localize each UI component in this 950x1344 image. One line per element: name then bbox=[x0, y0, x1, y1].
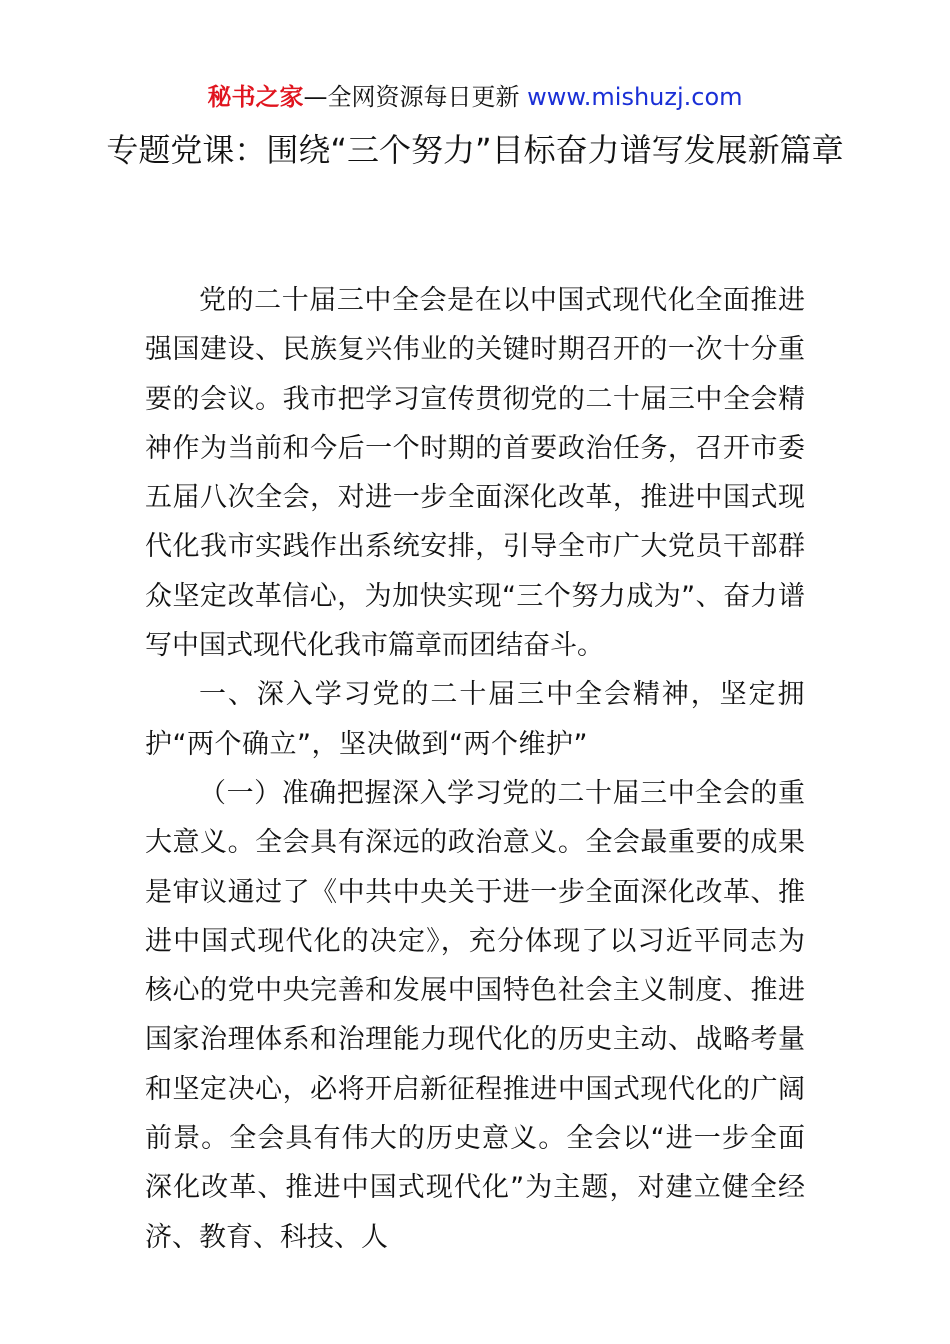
section-heading: 一、深入学习党的二十届三中全会精神，坚定拥护“两个确立”，坚决做到“两个维护” bbox=[145, 679, 805, 760]
site-header bbox=[0, 80, 950, 114]
intro-paragraph: 党的二十届三中全会是在以中国式现代化全面推进强国建设、民族复兴伟业的关键时期召开的一次十分重要的会议。我市把学习宣传贯彻党的二十届三中全会精神作为当前和今后一个时期的首要政治任务，召开市委五届八次全会，对进一步全面深化改革，推进中国式现代化我市实践作出系统安排，引导全市广大党员干部群众坚定改革信心，为加快实现“三个努力成为”、奋力谱写中国式现代化我市篇章而团结奋斗。 bbox=[145, 285, 805, 662]
document-body bbox=[145, 276, 805, 1262]
site-tagline: —全网资源每日更新 bbox=[303, 83, 528, 111]
site-url-link[interactable]: www.mishuzj.com bbox=[527, 83, 743, 111]
document-title: 专题党课：围绕“三个努力”目标奋力谱写发展新篇章 bbox=[106, 131, 844, 169]
subsection-paragraph: （一）准确把握深入学习党的二十届三中全会的重大意义。全会具有深远的政治意义。全会最重要的成果是审议通过了《中共中央关于进一步全面深化改革、推进中国式现代化的决定》，充分体现了以习近平同志为核心的党中央完善和发展中国特色社会主义制度、推进国家治理体系和治理能力现代化的历史主动、战略考量和坚定决心，必将开启新征程推进中国式现代化的广阔前景。全会具有伟大的历史意义。全会以“进一步全面深化改革、推进中国式现代化”为主题，对建立健全经济、教育、科技、人 bbox=[145, 777, 805, 1253]
site-brand: 秘书之家 bbox=[207, 83, 304, 111]
